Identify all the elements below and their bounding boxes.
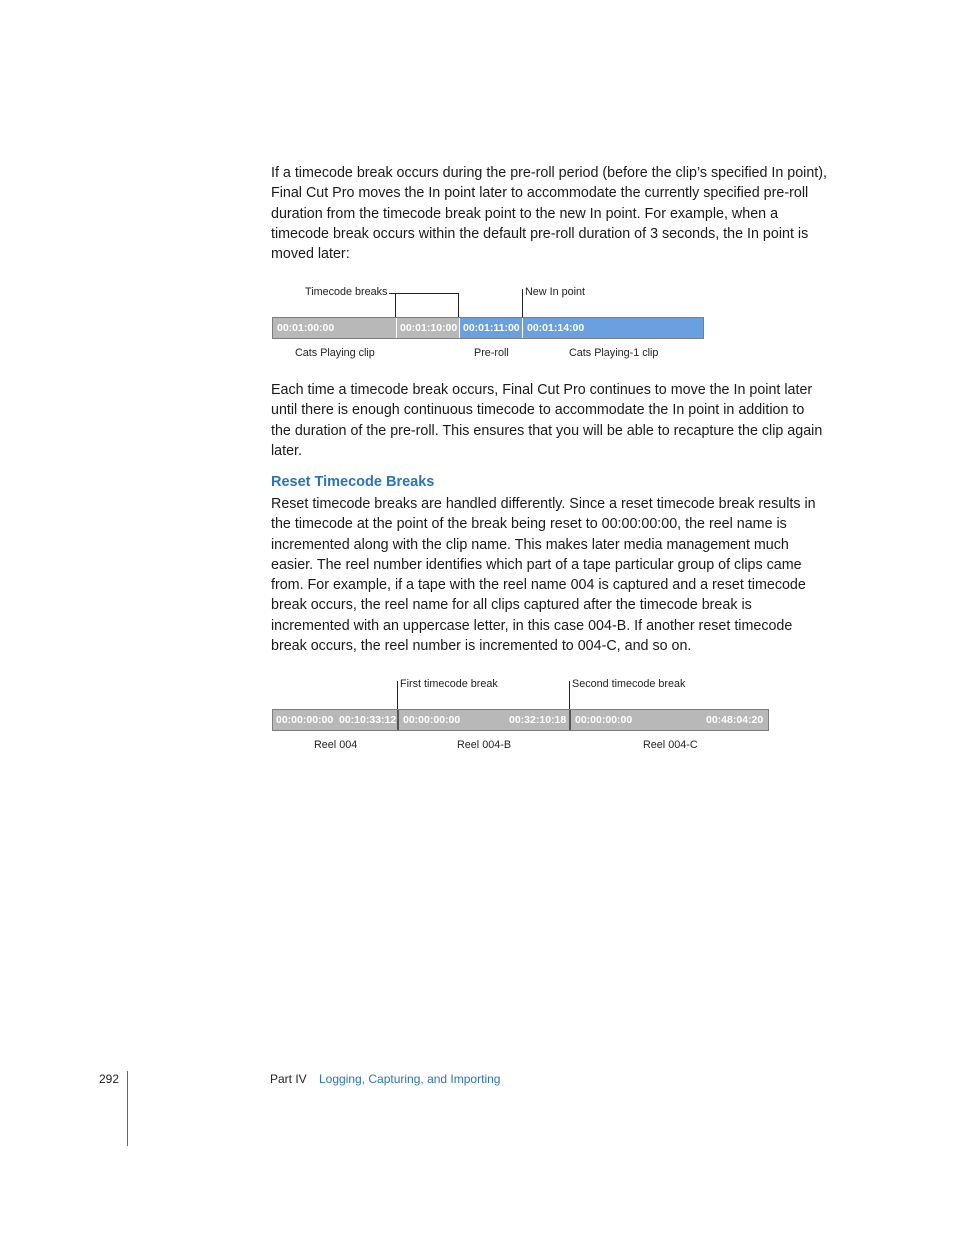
- segment-reel-004: [273, 710, 397, 730]
- timecode-label: 00:00:00:00: [403, 714, 461, 726]
- footer-rule: [127, 1071, 128, 1146]
- page-number: 292: [99, 1072, 120, 1086]
- section-heading: Reset Timecode Breaks: [271, 474, 435, 490]
- reel-timeline-bar: [272, 709, 769, 731]
- timecode-breaks-callout: Timecode breaks: [305, 286, 388, 298]
- timecode-label: 00:10:33:12: [339, 714, 397, 726]
- timecode-break-bracket-top: [389, 293, 459, 294]
- second-break-line: [569, 681, 570, 709]
- footer-part: Part IV: [270, 1072, 307, 1086]
- clip-caption: Cats Playing clip: [295, 347, 375, 359]
- timecode-label: 00:01:11:00: [463, 322, 520, 334]
- segment-reel-004-b: [397, 710, 569, 730]
- clip-timeline-bar: [272, 317, 704, 339]
- new-clip-caption: Cats Playing-1 clip: [569, 347, 659, 359]
- segment-reel-004-c: [569, 710, 768, 730]
- segment-clip-start: [273, 318, 396, 338]
- timecode-break-line-2: [458, 293, 459, 317]
- timecode-label: 00:00:00:00: [575, 714, 633, 726]
- paragraph-preroll-break: If a timecode break occurs during the pre-roll period (before the clip’s specified In point), Final Cut Pro moves the In point later to accommodate the currently specified pre-roll duration from the timecode break point to the new In point. For example, when a timecode break occurs within the default pre-roll duration of 3 seconds, the In point is moved later:: [271, 165, 828, 263]
- preroll-caption: Pre-roll: [474, 347, 509, 359]
- segment-new-clip: [522, 318, 703, 338]
- first-break-line: [397, 681, 398, 709]
- first-break-callout: First timecode break: [400, 678, 498, 690]
- reel-004-c-caption: Reel 004-C: [643, 739, 698, 751]
- segment-break: [396, 318, 459, 338]
- footer-chapter-link[interactable]: Logging, Capturing, and Importing: [319, 1072, 501, 1086]
- timecode-label: 00:00:00:00: [276, 714, 334, 726]
- second-break-callout: Second timecode break: [572, 678, 686, 690]
- segment-preroll: [459, 318, 522, 338]
- timecode-label: 00:01:00:00: [277, 322, 335, 334]
- paragraph-in-point-move: Each time a timecode break occurs, Final Cut Pro continues to move the In point later until there is enough continuous timecode to accommodate the In point in addition to the duration of the pre-roll. This ensures that you will be able to recapture the clip again later.: [271, 382, 823, 459]
- timecode-break-line-1: [395, 293, 396, 317]
- timecode-label: 00:01:14:00: [527, 322, 585, 334]
- paragraph-reset-breaks: Reset timecode breaks are handled differently. Since a reset timecode break results in the timecode at the point of the break being reset to 00:00:00:00, the reel name is incremented along with the clip name. This makes later media management much easier. The reel number identifies which part of a tape particular group of clips came from. For example, if a tape with the reel name 004 is captured and a reset timecode break occurs, the reel name for all clips captured after the timecode break is incremented with an uppercase letter, in this case 004-B. If another reset timecode break occurs, the reel number is incremented to 004-C, and so on.: [271, 496, 816, 655]
- timecode-label: 00:32:10:18: [509, 714, 567, 726]
- timecode-label: 00:01:10:00: [400, 322, 458, 334]
- new-in-point-callout: New In point: [525, 286, 586, 298]
- timecode-label: 00:48:04:20: [706, 714, 764, 726]
- reel-004-b-caption: Reel 004-B: [457, 739, 512, 751]
- new-in-point-line: [522, 289, 523, 317]
- reel-004-caption: Reel 004: [314, 739, 358, 751]
